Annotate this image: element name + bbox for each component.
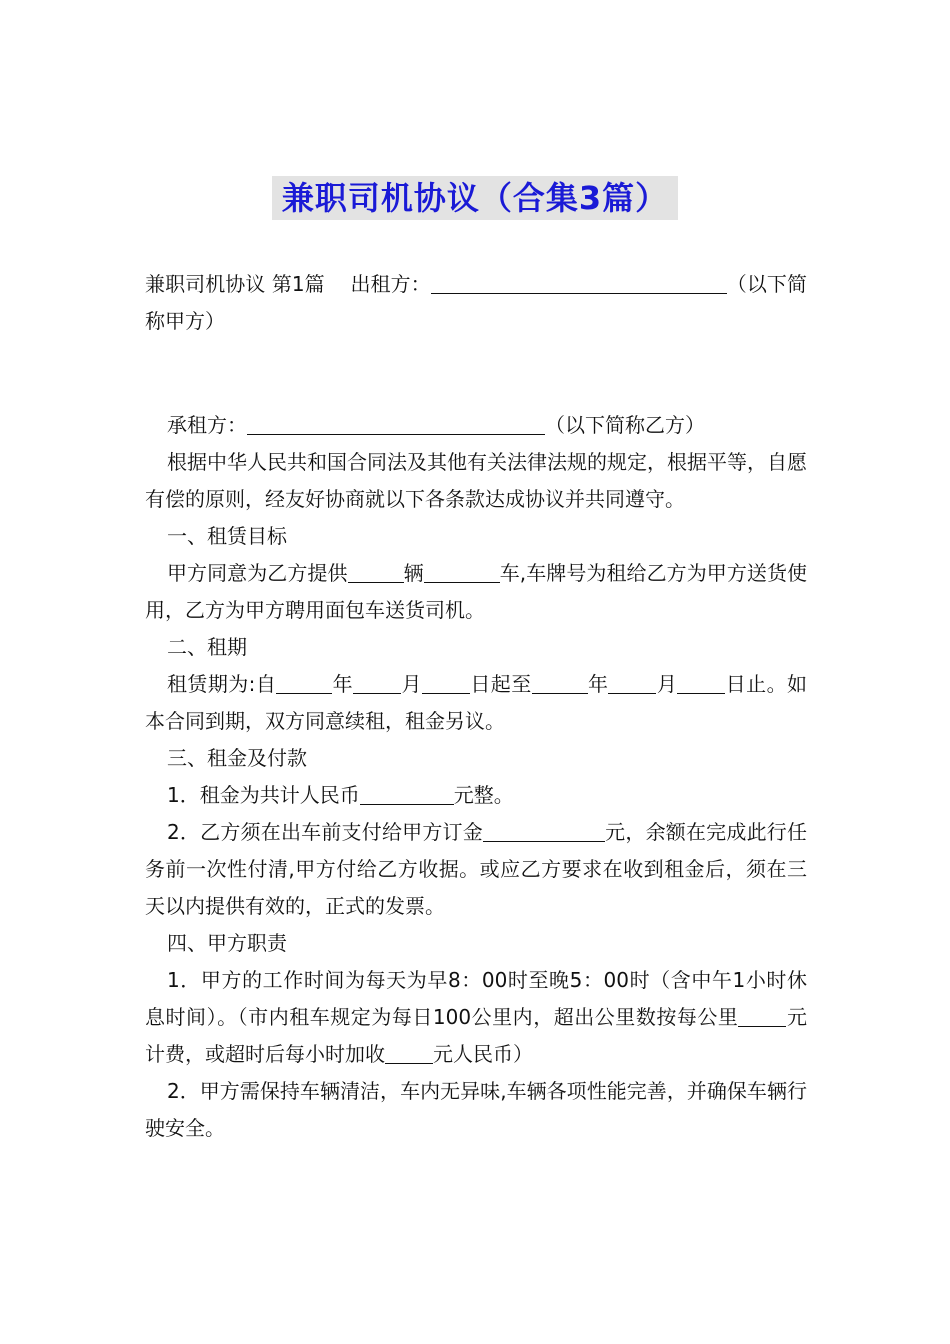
- intro-paragraph: [145, 266, 807, 340]
- lessee-label: 承租方：: [167, 413, 247, 437]
- section-3-item-1: [145, 777, 807, 814]
- s2-text-a: 租赁期为:自: [167, 672, 277, 696]
- start-year-blank: [276, 673, 332, 694]
- s4-1-text-b: 元计费，或超时后每小时加收: [145, 1005, 807, 1066]
- s1-text-c: 车,车牌号为租给乙方为甲方送货使用，乙方为甲方聘用面包车送货司机。: [145, 561, 808, 622]
- s2-text-c: 月: [401, 672, 422, 696]
- deposit-blank: [483, 821, 605, 842]
- s2-text-f: 月: [656, 672, 678, 696]
- s3-2-text-b: 元，余额在完成此行任务前一次性付清,甲方付给乙方收据。或应乙方要求在收到租金后，须在三天以内提供有效的，正式的发票。: [145, 820, 807, 918]
- section-3-heading: 三、租金及付款: [167, 746, 307, 770]
- part-label: 兼职司机协议 第1篇: [145, 272, 325, 296]
- start-month-blank: [353, 673, 401, 694]
- s1-text-a: 甲方同意为乙方提供: [167, 561, 348, 585]
- lessor-label: 出租方：: [350, 272, 431, 296]
- s2-text-b: 年: [332, 672, 354, 696]
- s3-1-text-a: 1．租金为共计人民币: [167, 783, 360, 807]
- section-4-heading: 四、甲方职责: [167, 931, 287, 955]
- overtime-rate-blank: [385, 1043, 433, 1064]
- s2-text-e: 年: [587, 672, 609, 696]
- s2-text-d: 日起至: [469, 672, 532, 696]
- section-4-item-1: [145, 962, 807, 1073]
- lessor-blank: [431, 273, 727, 294]
- s4-1-text-a: 1．甲方的工作时间为每天为早8：00时至晚5：00时（含中午1小时休息时间）。（市内租车规定为每日100公里内，超出公里数按每公里: [145, 968, 807, 1029]
- rent-amount-blank: [360, 784, 454, 805]
- start-day-blank: [422, 673, 470, 694]
- s3-2-text-a: 2．乙方须在出车前支付给甲方订金: [167, 820, 483, 844]
- s1-text-b: 辆: [403, 561, 424, 585]
- s3-1-text-b: 元整。: [453, 783, 514, 807]
- section-2-paragraph: [145, 666, 807, 740]
- section-1-paragraph: [145, 555, 807, 629]
- end-year-blank: [532, 673, 588, 694]
- section-3-item-2: [145, 814, 807, 925]
- lessee-blank: [247, 414, 545, 435]
- vehicle-type-blank: [424, 562, 500, 583]
- document-body: [145, 266, 807, 1147]
- section-2-heading: 二、租期: [167, 635, 247, 659]
- spacer: [145, 340, 807, 407]
- end-day-blank: [677, 673, 725, 694]
- document-title: 兼职司机协议（合集3篇）: [272, 176, 678, 220]
- s4-1-text-c: 元人民币）: [433, 1042, 533, 1066]
- vehicle-count-blank: [348, 562, 404, 583]
- lessor-suffix: （以下简称甲方）: [145, 272, 808, 333]
- section-4-item-2: 2．甲方需保持车辆清洁，车内无异味,车辆各项性能完善，并确保车辆行驶安全。: [145, 1079, 807, 1140]
- title-wrap: [0, 176, 950, 220]
- preamble-paragraph: 根据中华人民共和国合同法及其他有关法律法规的规定，根据平等，自愿有偿的原则，经友好协商就以下各条款达成协议并共同遵守。: [145, 450, 807, 511]
- s2-text-g: 日止。如本合同到期，双方同意续租，租金另议。: [145, 672, 808, 733]
- lessee-paragraph: [145, 407, 807, 444]
- per-km-rate-blank: [738, 1006, 786, 1027]
- lessee-suffix: （以下简称乙方）: [545, 413, 705, 437]
- end-month-blank: [608, 673, 656, 694]
- section-1-heading: 一、租赁目标: [167, 524, 287, 548]
